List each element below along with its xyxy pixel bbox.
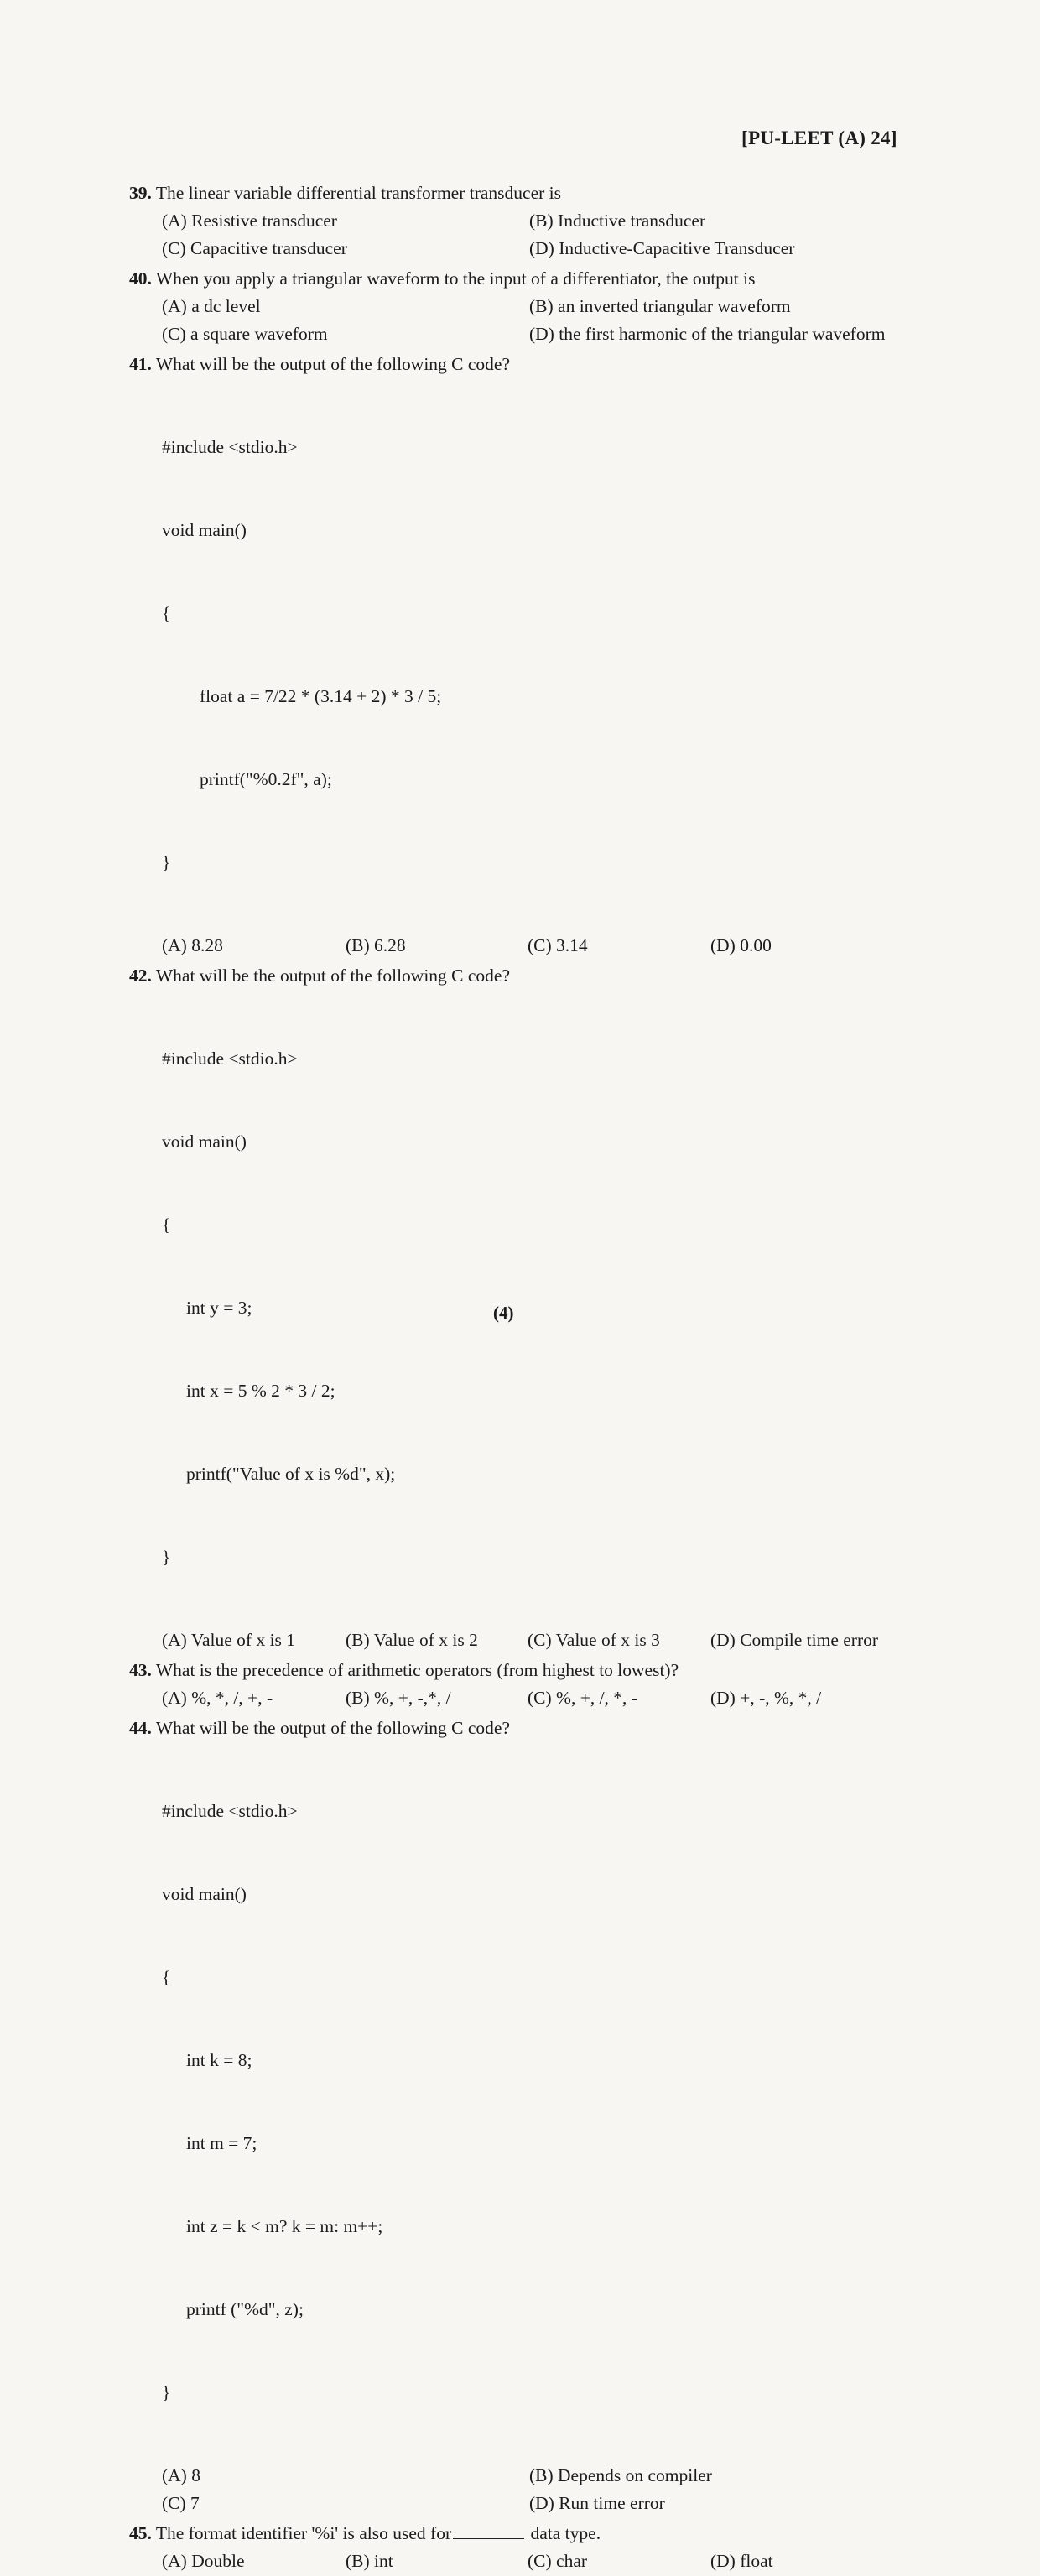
question-stem (129, 962, 934, 990)
options (129, 1684, 934, 1712)
code-line: } (162, 2382, 171, 2402)
options (129, 2547, 934, 2575)
code-line: } (162, 852, 171, 872)
option-c: (C) Value of x is 3 (528, 1630, 660, 1650)
question-list (129, 180, 934, 2576)
code-line: printf("Value of x is %d", x); (186, 1464, 396, 1484)
code-line: float a = 7/22 * (3.14 + 2) * 3 / 5; (200, 686, 442, 706)
options (129, 293, 934, 348)
code-line: { (162, 1215, 171, 1235)
code-line: int x = 5 % 2 * 3 / 2; (186, 1381, 335, 1401)
code-line: #include <stdio.h> (162, 1049, 298, 1069)
option-a: (A) Double (162, 2551, 245, 2571)
option-d: (D) 0.00 (710, 935, 772, 955)
question-44 (129, 1715, 934, 2517)
question-stem (129, 1657, 934, 1684)
code-line: printf ("%d", z); (186, 2299, 304, 2319)
question-40 (129, 265, 934, 348)
option-a: (A) Value of x is 1 (162, 1630, 296, 1650)
option-c: (C) Capacitive transducer (162, 238, 347, 258)
question-stem (129, 2520, 934, 2547)
option-d: (D) float (710, 2551, 773, 2571)
question-stem (129, 351, 934, 378)
question-text: The linear variable differential transformer transducer is (155, 183, 562, 203)
code-line: void main() (162, 520, 247, 540)
option-b: (B) Inductive transducer (529, 211, 706, 231)
options (129, 207, 934, 263)
option-b: (B) Value of x is 2 (346, 1630, 478, 1650)
option-c: (C) a square waveform (162, 324, 328, 344)
code-line: int k = 8; (186, 2050, 252, 2070)
option-a: (A) 8.28 (162, 935, 223, 955)
code-line: #include <stdio.h> (162, 1801, 298, 1821)
option-a: (A) Resistive transducer (162, 211, 337, 231)
question-39 (129, 180, 934, 263)
question-text-before-blank: The format identifier '%i' is also used for (155, 2523, 452, 2543)
option-c: (C) %, +, /, *, - (528, 1688, 637, 1708)
option-a: (A) a dc level (162, 296, 261, 316)
question-number: 39. (129, 183, 152, 203)
options (129, 2462, 934, 2517)
fill-in-blank (453, 2523, 524, 2539)
options (129, 932, 934, 960)
code-block (129, 378, 934, 932)
code-line: printf("%0.2f", a); (200, 769, 332, 789)
code-line: { (162, 603, 171, 623)
option-d: (D) the first harmonic of the triangular waveform (529, 324, 886, 344)
question-number: 44. (129, 1718, 152, 1738)
options (129, 1626, 934, 1654)
option-b: (B) Depends on compiler (529, 2465, 712, 2485)
option-b: (B) %, +, -,*, / (346, 1688, 451, 1708)
code-line: { (162, 1967, 171, 1987)
code-line: void main() (162, 1132, 247, 1152)
code-block (129, 1742, 934, 2462)
question-stem (129, 1715, 934, 1742)
question-text: What will be the output of the following C code? (155, 965, 511, 986)
option-d: (D) Compile time error (710, 1630, 879, 1650)
option-b: (B) 6.28 (346, 935, 406, 955)
question-number: 41. (129, 354, 152, 374)
question-43 (129, 1657, 934, 1712)
option-a: (A) 8 (162, 2465, 200, 2485)
code-block (129, 990, 934, 1626)
page-number: (4) (493, 1303, 514, 1323)
question-45 (129, 2520, 934, 2575)
option-a: (A) %, *, /, +, - (162, 1688, 273, 1708)
question-text: What is the precedence of arithmetic operators (from highest to lowest)? (155, 1660, 679, 1680)
option-d: (D) Inductive-Capacitive Transducer (529, 238, 795, 258)
question-text: What will be the output of the following C code? (155, 1718, 511, 1738)
question-number: 40. (129, 268, 152, 289)
option-c: (C) 7 (162, 2493, 200, 2513)
code-line: void main() (162, 1884, 247, 1904)
code-line: int m = 7; (186, 2133, 257, 2153)
question-41 (129, 351, 934, 960)
option-b: (B) int (346, 2551, 393, 2571)
option-b: (B) an inverted triangular waveform (529, 296, 791, 316)
question-text: What will be the output of the following C code? (155, 354, 511, 374)
code-line: int y = 3; (186, 1298, 252, 1318)
option-c: (C) char (528, 2551, 588, 2571)
question-stem (129, 180, 934, 207)
question-42 (129, 962, 934, 1654)
question-number: 42. (129, 965, 152, 986)
question-text-after-blank: data type. (530, 2523, 601, 2543)
question-stem (129, 265, 934, 293)
option-d: (D) Run time error (529, 2493, 665, 2513)
option-c: (C) 3.14 (528, 935, 588, 955)
option-d: (D) +, -, %, *, / (710, 1688, 822, 1708)
paper-code: [PU-LEET (A) 24] (741, 127, 897, 148)
code-line: } (162, 1547, 171, 1567)
question-text: When you apply a triangular waveform to the input of a differentiator, the output is (155, 268, 756, 289)
code-line: int z = k < m? k = m: m++; (186, 2216, 383, 2236)
code-line: #include <stdio.h> (162, 437, 298, 457)
question-number: 45. (129, 2523, 152, 2543)
question-number: 43. (129, 1660, 152, 1680)
